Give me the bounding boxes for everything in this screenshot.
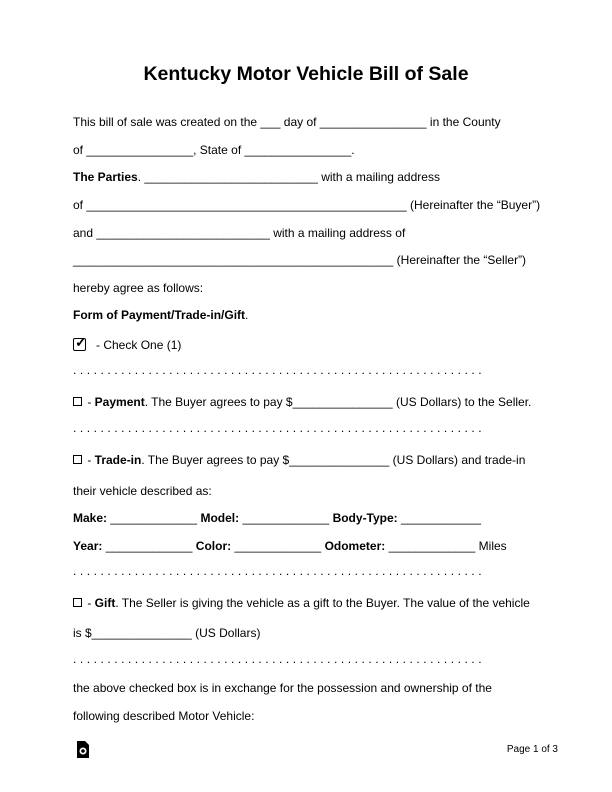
page-number: Page 1 of 3 — [506, 744, 558, 755]
seller-name-line: and __________________________ with a mailing address of — [73, 226, 406, 240]
make-label: Make: — [73, 511, 108, 525]
body-type-label: Body-Type: — [332, 511, 398, 525]
gift-checkbox[interactable] — [73, 598, 82, 607]
county-state-line: of ________________, State of ________________. — [73, 143, 355, 157]
tradein-label: Trade-in — [94, 453, 142, 467]
payment-option — [73, 395, 531, 409]
created-date-line: This bill of sale was created on the ___ day of ________________ in the County — [73, 115, 501, 129]
document-logo-icon — [76, 741, 89, 758]
seller-address-line: ________________________________________________ (Hereinafter the “Seller”) — [73, 253, 527, 267]
gift-value-line: is $_______________ (US Dollars) — [73, 626, 261, 640]
odometer-label: Odometer: — [324, 539, 386, 553]
exchange-line: the above checked box is in exchange for the possession and ownership of the — [73, 681, 492, 695]
payment-checkbox[interactable] — [73, 397, 82, 406]
year-label: Year: — [73, 539, 103, 553]
payment-text: . The Buyer agrees to pay $_______________ (US Dollars) to the Seller. — [144, 395, 532, 409]
gift-label: Gift — [94, 596, 116, 610]
gift-option — [73, 596, 530, 610]
gift-text: . The Seller is giving the vehicle as a gift to the Buyer. The value of the vehicle — [115, 596, 530, 610]
form-period: . — [245, 308, 249, 322]
parties-text: . __________________________ with a mailing address — [137, 170, 440, 184]
parties-line — [73, 170, 440, 184]
tradein-text: . The Buyer agrees to pay $_______________ (US Dollars) and trade-in — [141, 453, 526, 467]
checked-box-icon: ✓ — [75, 334, 87, 350]
body-type-blank: ____________ — [397, 511, 482, 525]
tradein-option — [73, 453, 525, 467]
color-label: Color: — [195, 539, 232, 553]
make-blank: _____________ — [107, 511, 201, 525]
tradein-checkbox[interactable] — [73, 455, 82, 464]
agree-line: hereby agree as follows: — [73, 281, 204, 295]
dotted-separator: . . . . . . . . . . . . . . . . . . . . . . . . . . . . . . . . . . . . . . . . . . . . . . . . . . . . . . . . . . . . — [73, 421, 482, 435]
described-vehicle-line: following described Motor Vehicle: — [73, 709, 255, 723]
document-title: Kentucky Motor Vehicle Bill of Sale — [143, 63, 469, 85]
dotted-separator: . . . . . . . . . . . . . . . . . . . . . . . . . . . . . . . . . . . . . . . . . . . . . . . . . . . . . . . . . . . . — [73, 564, 482, 578]
dotted-separator: . . . . . . . . . . . . . . . . . . . . . . . . . . . . . . . . . . . . . . . . . . . . . . . . . . . . . . . . . . . . — [73, 652, 482, 666]
vehicle-described-line: their vehicle described as: — [73, 484, 212, 498]
year-blank: _____________ — [102, 539, 196, 553]
buyer-address-line: of ________________________________________________ (Hereinafter the “Buyer”) — [73, 198, 541, 212]
color-blank: _____________ — [231, 539, 325, 553]
payment-dash: - — [84, 395, 95, 409]
parties-label: The Parties — [73, 170, 138, 184]
make-model-body-line — [73, 511, 481, 525]
model-blank: _____________ — [239, 511, 333, 525]
check-one-line — [73, 334, 182, 352]
gift-dash: - — [84, 596, 95, 610]
model-label: Model: — [200, 511, 240, 525]
check-one-text: - Check One (1) — [96, 338, 182, 352]
form-of-payment-heading — [73, 308, 248, 322]
odometer-blank: _____________ Miles — [385, 539, 507, 553]
dotted-separator: . . . . . . . . . . . . . . . . . . . . . . . . . . . . . . . . . . . . . . . . . . . . . . . . . . . . . . . . . . . . — [73, 363, 482, 377]
form-label: Form of Payment/Trade-in/Gift — [73, 308, 246, 322]
payment-label: Payment — [94, 395, 145, 409]
year-color-odometer-line — [73, 539, 507, 553]
tradein-dash: - — [84, 453, 95, 467]
